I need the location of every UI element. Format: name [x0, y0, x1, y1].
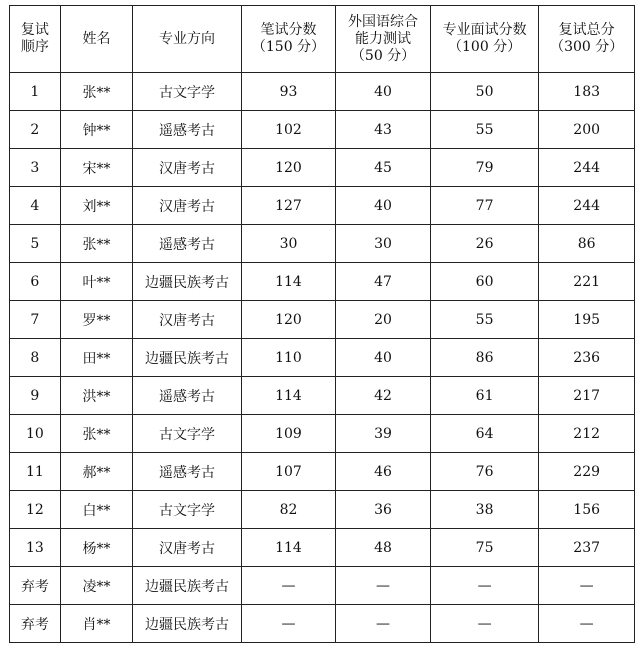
table-body	[10, 73, 635, 643]
order-cell: 4	[10, 187, 61, 225]
scores-table	[9, 5, 635, 643]
interview-score-cell: 79	[430, 149, 539, 187]
name-cell: 张**	[60, 415, 133, 453]
order-cell: 12	[10, 491, 61, 529]
name-cell: 钟**	[60, 111, 133, 149]
written-score-cell: —	[241, 567, 336, 605]
table-row	[10, 605, 635, 643]
foreign-language-score-cell: —	[336, 567, 431, 605]
foreign-language-score-cell: 39	[336, 415, 431, 453]
name-cell: 肖**	[60, 605, 133, 643]
interview-score-cell: 60	[430, 263, 539, 301]
interview-score-cell: —	[430, 605, 539, 643]
total-score-cell: 200	[539, 111, 635, 149]
total-score-cell: 244	[539, 187, 635, 225]
interview-score-cell: 61	[430, 377, 539, 415]
written-score-cell: 114	[241, 377, 336, 415]
written-score-cell: 120	[241, 301, 336, 339]
name-cell: 凌**	[60, 567, 133, 605]
order-cell: 弃考	[10, 567, 61, 605]
interview-score-cell: 75	[430, 529, 539, 567]
name-cell: 张**	[60, 225, 133, 263]
foreign-language-score-cell: 42	[336, 377, 431, 415]
order-cell: 13	[10, 529, 61, 567]
name-cell: 叶**	[60, 263, 133, 301]
written-score-cell: 82	[241, 491, 336, 529]
written-score-cell: 30	[241, 225, 336, 263]
interview-score-cell: 76	[430, 453, 539, 491]
major-cell: 遥感考古	[133, 225, 241, 263]
order-cell: 7	[10, 301, 61, 339]
major-cell: 古文字学	[133, 415, 241, 453]
total-score-cell: 236	[539, 339, 635, 377]
name-cell: 罗**	[60, 301, 133, 339]
written-score-cell: 93	[241, 73, 336, 111]
written-score-cell: 102	[241, 111, 336, 149]
header-foreign-language: 外国语综合 能力测试 （50 分）	[336, 6, 431, 73]
written-score-cell: 114	[241, 529, 336, 567]
foreign-language-score-cell: 40	[336, 339, 431, 377]
total-score-cell: 237	[539, 529, 635, 567]
total-score-cell: 195	[539, 301, 635, 339]
name-cell: 杨**	[60, 529, 133, 567]
name-cell: 宋**	[60, 149, 133, 187]
name-cell: 郝**	[60, 453, 133, 491]
table-row	[10, 567, 635, 605]
foreign-language-score-cell: 40	[336, 187, 431, 225]
table-row	[10, 377, 635, 415]
foreign-language-score-cell: 43	[336, 111, 431, 149]
header-total: 复试总分 （300 分）	[539, 6, 635, 73]
table-row	[10, 263, 635, 301]
total-score-cell: 217	[539, 377, 635, 415]
header-row	[10, 6, 635, 73]
total-score-cell: 221	[539, 263, 635, 301]
written-score-cell: 109	[241, 415, 336, 453]
name-cell: 张**	[60, 73, 133, 111]
interview-score-cell: 64	[430, 415, 539, 453]
major-cell: 汉唐考古	[133, 529, 241, 567]
major-cell: 遥感考古	[133, 453, 241, 491]
order-cell: 6	[10, 263, 61, 301]
total-score-cell: 212	[539, 415, 635, 453]
written-score-cell: 107	[241, 453, 336, 491]
total-score-cell: 183	[539, 73, 635, 111]
foreign-language-score-cell: 48	[336, 529, 431, 567]
table-row	[10, 149, 635, 187]
header-interview: 专业面试分数 （100 分）	[430, 6, 539, 73]
total-score-cell: 86	[539, 225, 635, 263]
foreign-language-score-cell: 47	[336, 263, 431, 301]
order-cell: 5	[10, 225, 61, 263]
order-cell: 1	[10, 73, 61, 111]
total-score-cell: 244	[539, 149, 635, 187]
table-row	[10, 453, 635, 491]
order-cell: 10	[10, 415, 61, 453]
header-name: 姓名	[60, 6, 133, 73]
table-row	[10, 339, 635, 377]
written-score-cell: 110	[241, 339, 336, 377]
name-cell: 洪**	[60, 377, 133, 415]
header-order: 复试 顺序	[10, 6, 61, 73]
written-score-cell: 127	[241, 187, 336, 225]
major-cell: 边疆民族考古	[133, 339, 241, 377]
foreign-language-score-cell: 30	[336, 225, 431, 263]
order-cell: 弃考	[10, 605, 61, 643]
written-score-cell: 120	[241, 149, 336, 187]
table-row	[10, 73, 635, 111]
name-cell: 白**	[60, 491, 133, 529]
foreign-language-score-cell: 45	[336, 149, 431, 187]
written-score-cell: —	[241, 605, 336, 643]
interview-score-cell: 77	[430, 187, 539, 225]
major-cell: 汉唐考古	[133, 187, 241, 225]
major-cell: 边疆民族考古	[133, 567, 241, 605]
table-row	[10, 225, 635, 263]
major-cell: 遥感考古	[133, 111, 241, 149]
order-cell: 11	[10, 453, 61, 491]
major-cell: 汉唐考古	[133, 149, 241, 187]
header-written: 笔试分数 （150 分）	[241, 6, 336, 73]
order-cell: 2	[10, 111, 61, 149]
major-cell: 边疆民族考古	[133, 605, 241, 643]
foreign-language-score-cell: 20	[336, 301, 431, 339]
total-score-cell: 156	[539, 491, 635, 529]
interview-score-cell: 26	[430, 225, 539, 263]
interview-score-cell: 50	[430, 73, 539, 111]
foreign-language-score-cell: 46	[336, 453, 431, 491]
major-cell: 汉唐考古	[133, 301, 241, 339]
name-cell: 田**	[60, 339, 133, 377]
major-cell: 古文字学	[133, 491, 241, 529]
table-row	[10, 529, 635, 567]
header-major: 专业方向	[133, 6, 241, 73]
table-row	[10, 415, 635, 453]
order-cell: 3	[10, 149, 61, 187]
table-row	[10, 111, 635, 149]
total-score-cell: —	[539, 567, 635, 605]
name-cell: 刘**	[60, 187, 133, 225]
foreign-language-score-cell: 40	[336, 73, 431, 111]
table-row	[10, 187, 635, 225]
major-cell: 遥感考古	[133, 377, 241, 415]
foreign-language-score-cell: 36	[336, 491, 431, 529]
total-score-cell: 229	[539, 453, 635, 491]
interview-score-cell: 38	[430, 491, 539, 529]
interview-score-cell: —	[430, 567, 539, 605]
table-row	[10, 301, 635, 339]
table-row	[10, 491, 635, 529]
total-score-cell: —	[539, 605, 635, 643]
order-cell: 8	[10, 339, 61, 377]
major-cell: 边疆民族考古	[133, 263, 241, 301]
foreign-language-score-cell: —	[336, 605, 431, 643]
interview-score-cell: 86	[430, 339, 539, 377]
interview-score-cell: 55	[430, 301, 539, 339]
order-cell: 9	[10, 377, 61, 415]
major-cell: 古文字学	[133, 73, 241, 111]
written-score-cell: 114	[241, 263, 336, 301]
interview-score-cell: 55	[430, 111, 539, 149]
